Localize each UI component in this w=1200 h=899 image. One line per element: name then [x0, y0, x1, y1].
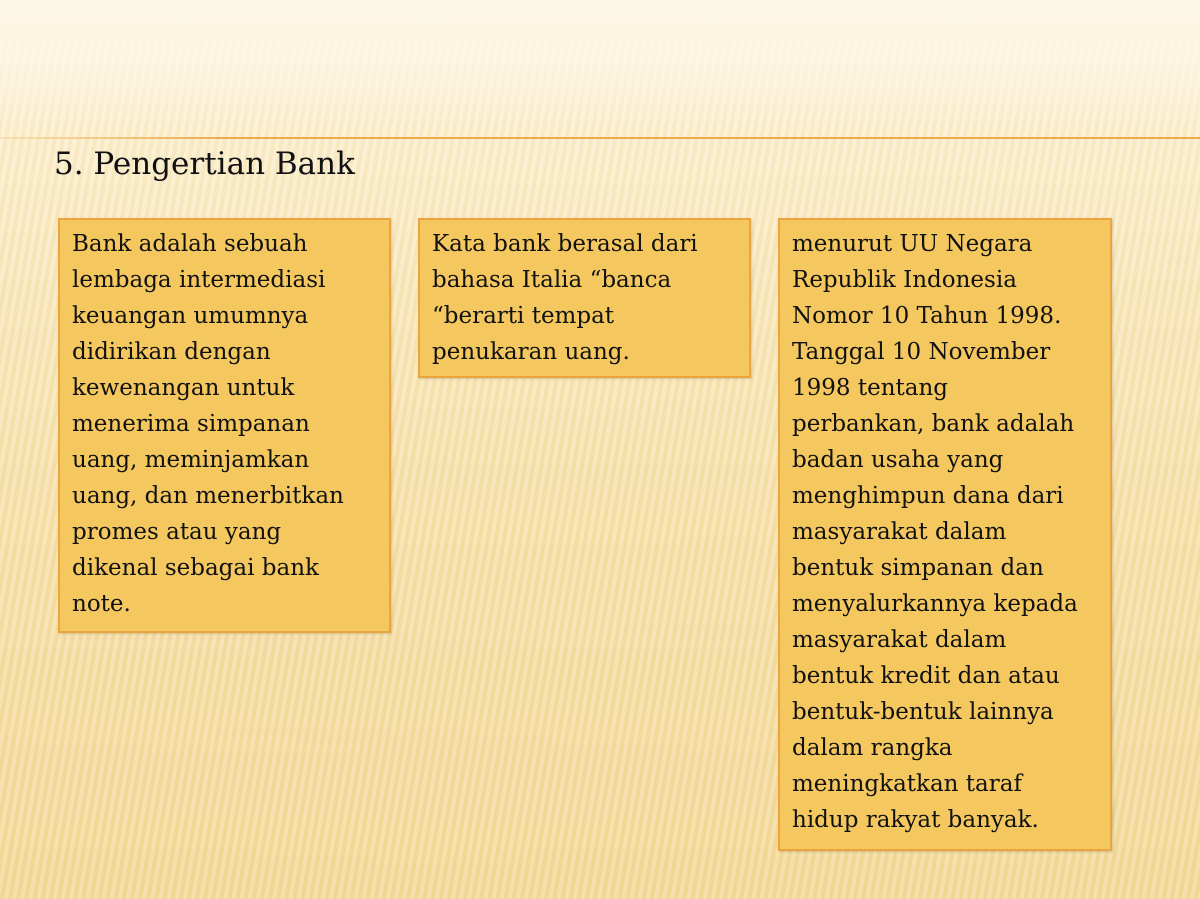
background-fade [0, 0, 1200, 130]
box-text-line: hidup rakyat banyak. [792, 807, 1039, 833]
box-text-line: note. [72, 591, 131, 617]
box-text-line: Republik Indonesia [792, 267, 1017, 293]
box-text-line: Kata bank berasal dari [432, 231, 698, 257]
box-text-line: uang, dan menerbitkan [72, 483, 344, 509]
box-text-line: Tanggal 10 November [792, 339, 1051, 365]
box-text-line: didirikan dengan [72, 339, 271, 365]
definition-box-1 [58, 218, 391, 633]
title-divider [0, 137, 1200, 139]
box-text-line: menerima simpanan [72, 411, 310, 437]
box-text-line: bahasa Italia “banca [432, 267, 672, 293]
box-text-line: bentuk-bentuk lainnya [792, 699, 1054, 725]
box-text-line: masyarakat dalam [792, 519, 1007, 545]
definition-box-3 [778, 218, 1112, 851]
box-text-line: Nomor 10 Tahun 1998. [792, 303, 1062, 329]
box-text-line: perbankan, bank adalah [792, 411, 1075, 437]
box-text-line: bentuk simpanan dan [792, 555, 1044, 581]
box-text-line: lembaga intermediasi [72, 267, 326, 293]
box-text-line: keuangan umumnya [72, 303, 309, 329]
slide-title: 5. Pengertian Bank [54, 146, 355, 182]
box-text-line: menurut UU Negara [792, 231, 1033, 257]
box-text-line: bentuk kredit dan atau [792, 663, 1060, 689]
box-text-line: kewenangan untuk [72, 375, 295, 401]
definition-box-2 [418, 218, 751, 378]
box-text-line: Bank adalah sebuah [72, 231, 308, 257]
box-text-line: uang, meminjamkan [72, 447, 310, 473]
box-text-line: badan usaha yang [792, 447, 1004, 473]
box-text-line: promes atau yang [72, 519, 282, 545]
box-text-line: dalam rangka [792, 735, 953, 761]
box-text-line: meningkatkan taraf [792, 771, 1022, 797]
box-text-line: “berarti tempat [432, 303, 615, 329]
box-text-line: masyarakat dalam [792, 627, 1007, 653]
box-text-line: 1998 tentang [792, 375, 949, 401]
box-text-line: menghimpun dana dari [792, 483, 1064, 509]
box-text-line: menyalurkannya kepada [792, 591, 1078, 617]
box-text-line: penukaran uang. [432, 339, 630, 365]
box-text-line: dikenal sebagai bank [72, 555, 319, 581]
